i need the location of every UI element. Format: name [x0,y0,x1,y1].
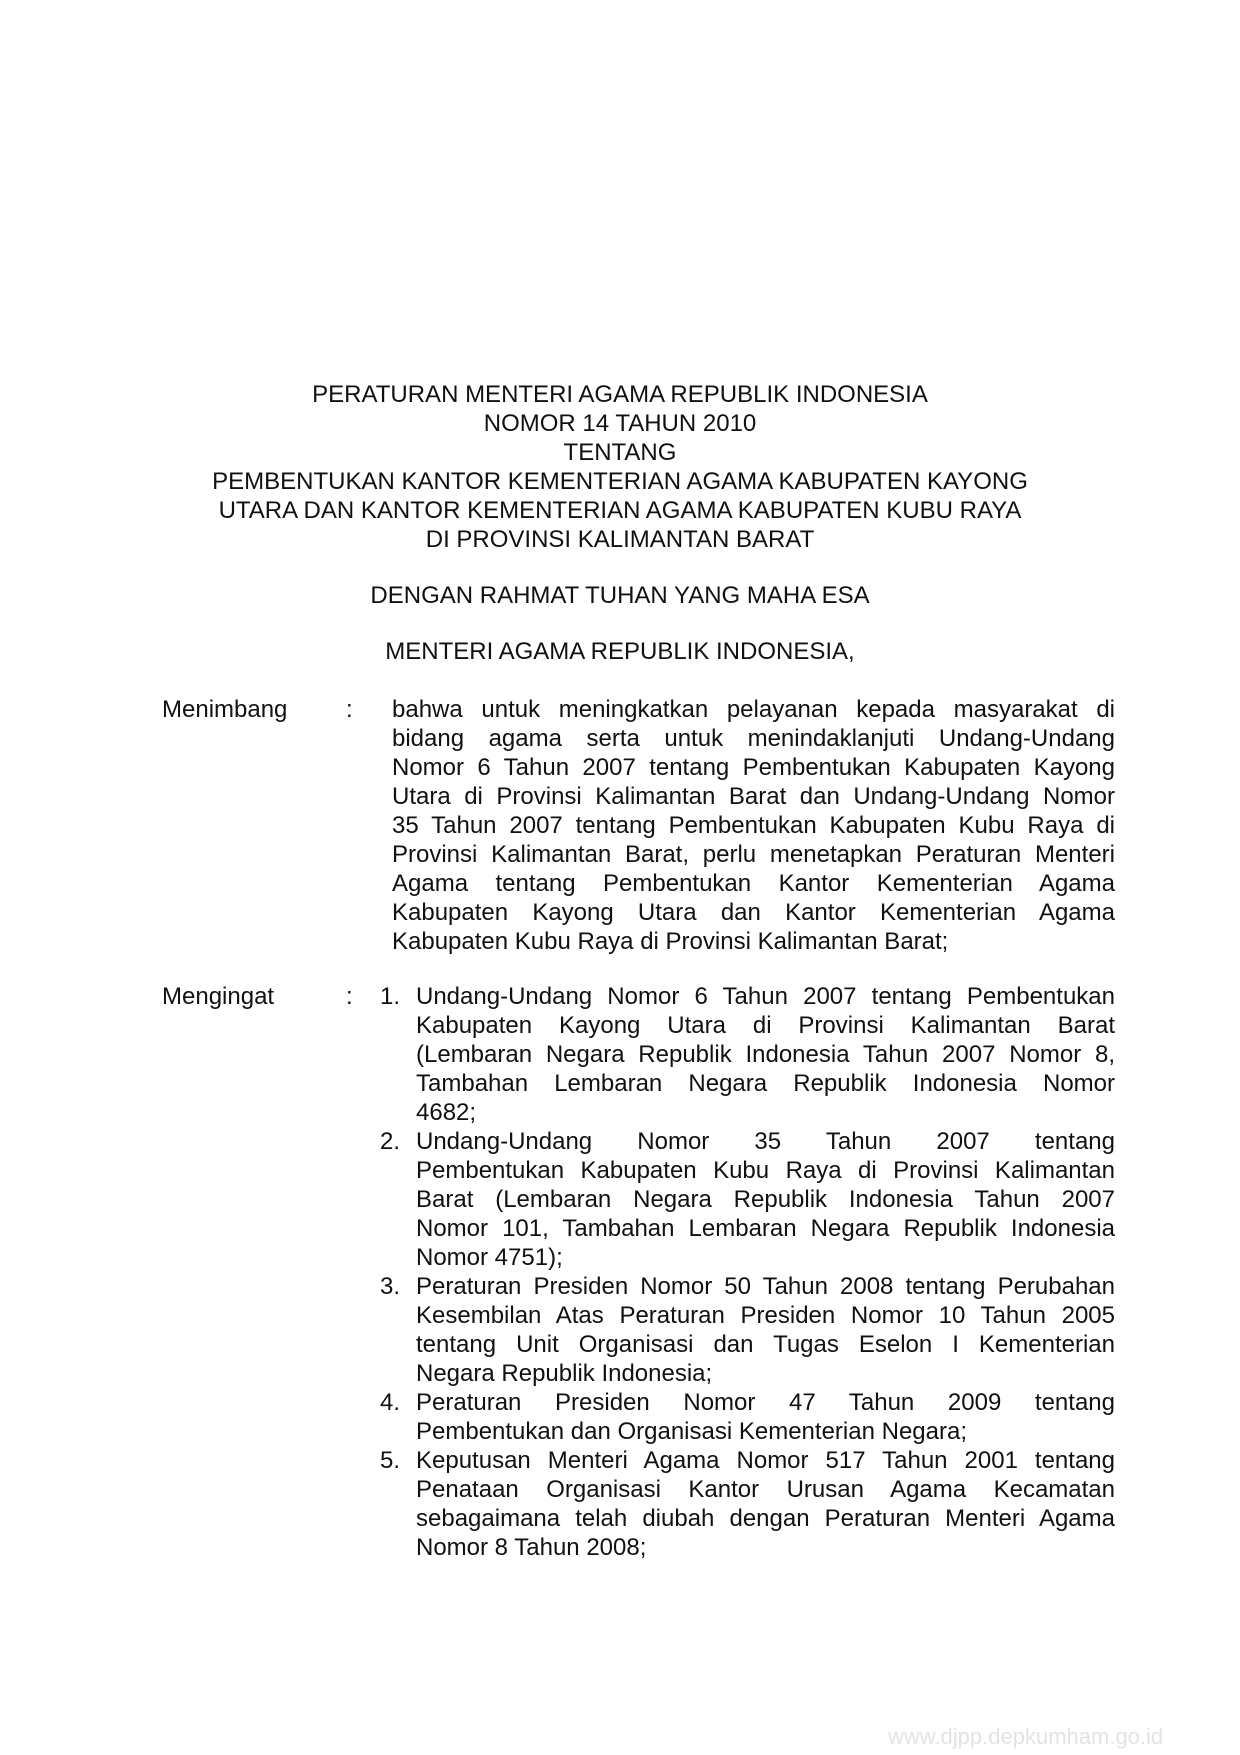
item-text [416,982,1115,1127]
item-line: Undang-Undang Nomor 6 Tahun 2007 tentang Pembentukan [416,983,1115,1010]
list-item [380,982,1120,1127]
item-line: Keputusan Menteri Agama Nomor 517 Tahun 2001 tentang [416,1447,1115,1474]
item-line: (Lembaran Negara Republik Indonesia Tahun 2007 Nomor 8, [416,1041,1115,1068]
item-line: Kabupaten Kayong Utara di Provinsi Kalimantan Barat [416,1012,1115,1039]
item-line: Pembentukan Kabupaten Kubu Raya di Provinsi Kalimantan [416,1157,1115,1184]
menimbang-line: Nomor 6 Tahun 2007 tentang Pembentukan Kabupaten Kayong [392,754,1115,781]
item-line: sebagaimana telah diubah dengan Peraturan Menteri Agama [416,1505,1115,1532]
menimbang-line: bidang agama serta untuk menindaklanjuti Undang-Undang [392,725,1115,752]
list-item [380,1272,1120,1388]
list-item [380,1446,1120,1562]
menimbang-body [392,695,1115,956]
list-item [380,1127,1120,1272]
item-number: 1. [380,983,401,1010]
item-number: 4. [380,1389,401,1416]
item-number: 5. [380,1447,401,1474]
menimbang-line: Agama tentang Pembentukan Kantor Kementerian Agama [392,870,1115,897]
minister-heading: MENTERI AGAMA REPUBLIK INDONESIA, [385,638,855,665]
title-line: TENTANG [563,439,677,466]
list-item [380,1388,1120,1446]
menimbang-line: Kabupaten Kayong Utara dan Kantor Kementerian Agama [392,899,1115,926]
item-text [416,1446,1115,1562]
menimbang-line: 35 Tahun 2007 tentang Pembentukan Kabupaten Kubu Raya di [392,812,1115,839]
item-text [416,1127,1115,1272]
item-line: 4682; [416,1099,477,1126]
title-line: DI PROVINSI KALIMANTAN BARAT [425,526,815,553]
item-line: tentang Unit Organisasi dan Tugas Eselon I Kementerian [416,1331,1115,1358]
item-line: Tambahan Lembaran Negara Republik Indonesia Nomor [416,1070,1115,1097]
item-line: Undang-Undang Nomor 35 Tahun 2007 tentang [416,1128,1115,1155]
mengingat-colon: : [346,983,353,1010]
menimbang-line: Utara di Provinsi Kalimantan Barat dan Undang-Undang Nomor [392,783,1115,810]
item-line: Peraturan Presiden Nomor 47 Tahun 2009 tentang [416,1389,1115,1416]
title-line: NOMOR 14 TAHUN 2010 [483,410,757,437]
item-line: Pembentukan dan Organisasi Kementerian Negara; [416,1418,967,1445]
menimbang-line: Provinsi Kalimantan Barat, perlu menetapkan Peraturan Menteri [392,841,1115,868]
item-line: Barat (Lembaran Negara Republik Indonesia Tahun 2007 [416,1186,1115,1213]
item-number: 2. [380,1128,401,1155]
item-line: Kesembilan Atas Peraturan Presiden Nomor 10 Tahun 2005 [416,1302,1115,1329]
item-line: Negara Republik Indonesia; [416,1360,713,1387]
title-line: PEMBENTUKAN KANTOR KEMENTERIAN AGAMA KABUPATEN KAYONG [212,468,1028,495]
item-text [416,1272,1115,1388]
item-line: Penataan Organisasi Kantor Urusan Agama Kecamatan [416,1476,1115,1503]
item-number: 3. [380,1273,401,1300]
item-line: Peraturan Presiden Nomor 50 Tahun 2008 tentang Perubahan [416,1273,1115,1300]
item-line: Nomor 4751); [416,1244,563,1271]
watermark-url: www.djpp.depkumham.go.id [888,1724,1164,1749]
mengingat-list [380,982,1120,1562]
menimbang-line: bahwa untuk meningkatkan pelayanan kepada masyarakat di [392,696,1115,723]
mengingat-label: Mengingat [162,983,275,1010]
menimbang-colon: : [346,696,353,723]
invocation: DENGAN RAHMAT TUHAN YANG MAHA ESA [370,582,870,609]
title-line: UTARA DAN KANTOR KEMENTERIAN AGAMA KABUPATEN KUBU RAYA [218,497,1022,524]
menimbang-line: Kabupaten Kubu Raya di Provinsi Kalimantan Barat; [392,928,949,955]
document-title [120,380,1120,554]
item-text [416,1388,1115,1446]
title-line: PERATURAN MENTERI AGAMA REPUBLIK INDONESIA [312,381,928,408]
menimbang-label: Menimbang [162,696,288,723]
item-line: Nomor 8 Tahun 2008; [416,1534,647,1561]
item-line: Nomor 101, Tambahan Lembaran Negara Republik Indonesia [416,1215,1115,1242]
